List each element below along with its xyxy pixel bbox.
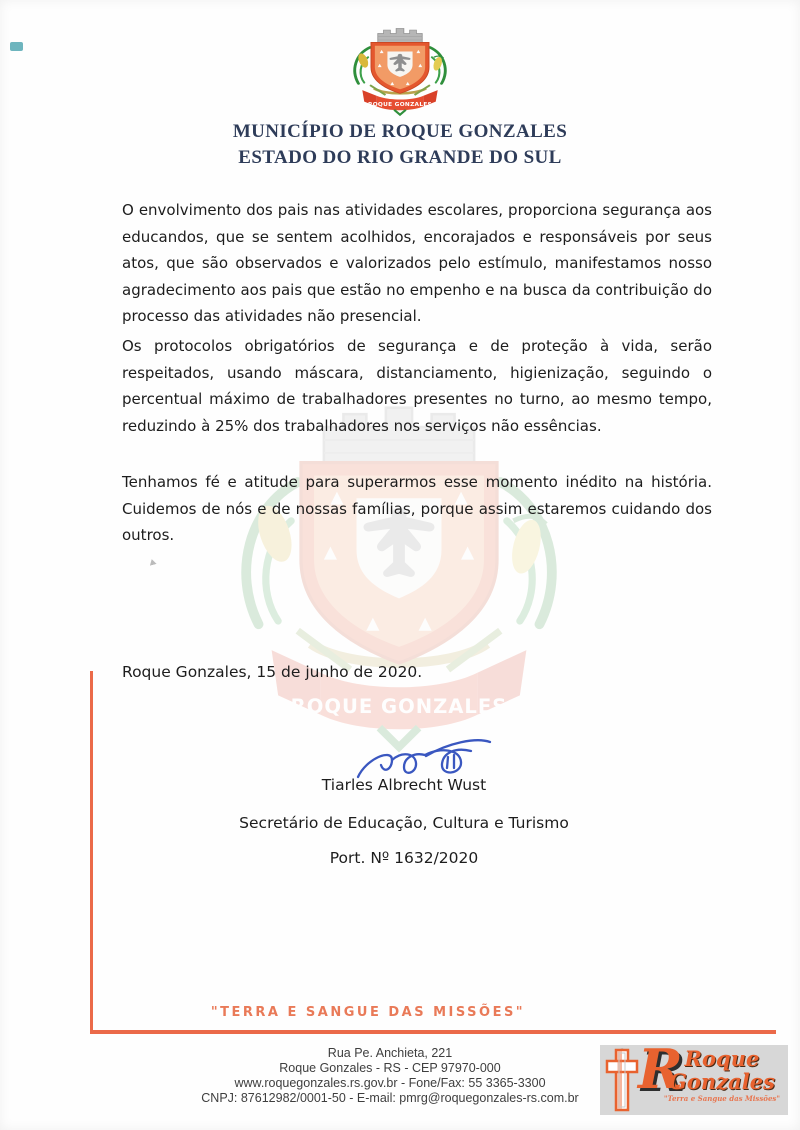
date-line: Roque Gonzales, 15 de junho de 2020. [122, 663, 423, 681]
body-paragraph-3: Tenhamos fé e atitude para superarmos esse momento inédito na história. Cuidemos de nós e de nossas famílias, porque assim estaremos cuidando dos outros. [122, 473, 712, 544]
left-accent-rule [90, 671, 93, 1034]
city-logo [600, 1037, 788, 1115]
signer-role: Secretário de Educação, Cultura e Turismo [239, 814, 569, 832]
footer-address-street: Rua Pe. Anchieta, 221 [327, 1046, 453, 1060]
logo-cross-icon [605, 1047, 641, 1113]
signer-name: Tiarles Albrecht Wust [321, 776, 487, 794]
footer-accent-rule [90, 1030, 776, 1034]
city-slogan: "TERRA E SANGUE DAS MISSÕES" [210, 1005, 526, 1020]
municipality-title: MUNICÍPIO DE ROQUE GONZALES [232, 121, 568, 142]
logo-name-line1: Roque [684, 1046, 760, 1071]
municipal-crest [342, 26, 458, 118]
footer-address-city: Roque Gonzales - RS - CEP 97970-000 [279, 1061, 501, 1075]
signer-ordinance: Port. Nº 1632/2020 [329, 849, 479, 867]
state-title: ESTADO DO RIO GRANDE DO SUL [238, 147, 562, 168]
logo-tagline: "Terra e Sangue das Missões" [663, 1094, 780, 1103]
pencil-mark-artifact [148, 558, 156, 566]
footer-cnpj-email: CNPJ: 87612982/0001-50 - E-mail: pmrg@roquegonzales-rs.com.br [201, 1091, 579, 1105]
logo-wordmark [664, 1047, 780, 1104]
body-paragraph-2: Os protocolos obrigatórios de segurança e de proteção à vida, serão respeitados, usando máscara, distanciamento, higienização, seguindo o percentual máximo de trabalhadores presentes no turno, ao mesmo tempo, reduzindo à 25% dos trabalhadores nos serviços não essências. [122, 337, 712, 435]
body-paragraph-1: O envolvimento dos pais nas atividades escolares, proporciona segurança aos educandos, que se sentem acolhidos, encorajados e responsáveis por seus atos, que são observados e valorizados pelo estímulo, manifestamos nosso agradecimento aos pais que estão no empenho e na busca da contribuição do processo das atividades não presencial. [122, 201, 712, 325]
footer-website-phone: www.roquegonzales.rs.gov.br - Fone/Fax: 55 3365-3300 [234, 1076, 546, 1090]
logo-name-line2: Gonzales [668, 1069, 775, 1094]
watermark-crest [203, 398, 595, 760]
scan-artifact [10, 42, 23, 51]
logo-r-mark: R [638, 1037, 683, 1101]
